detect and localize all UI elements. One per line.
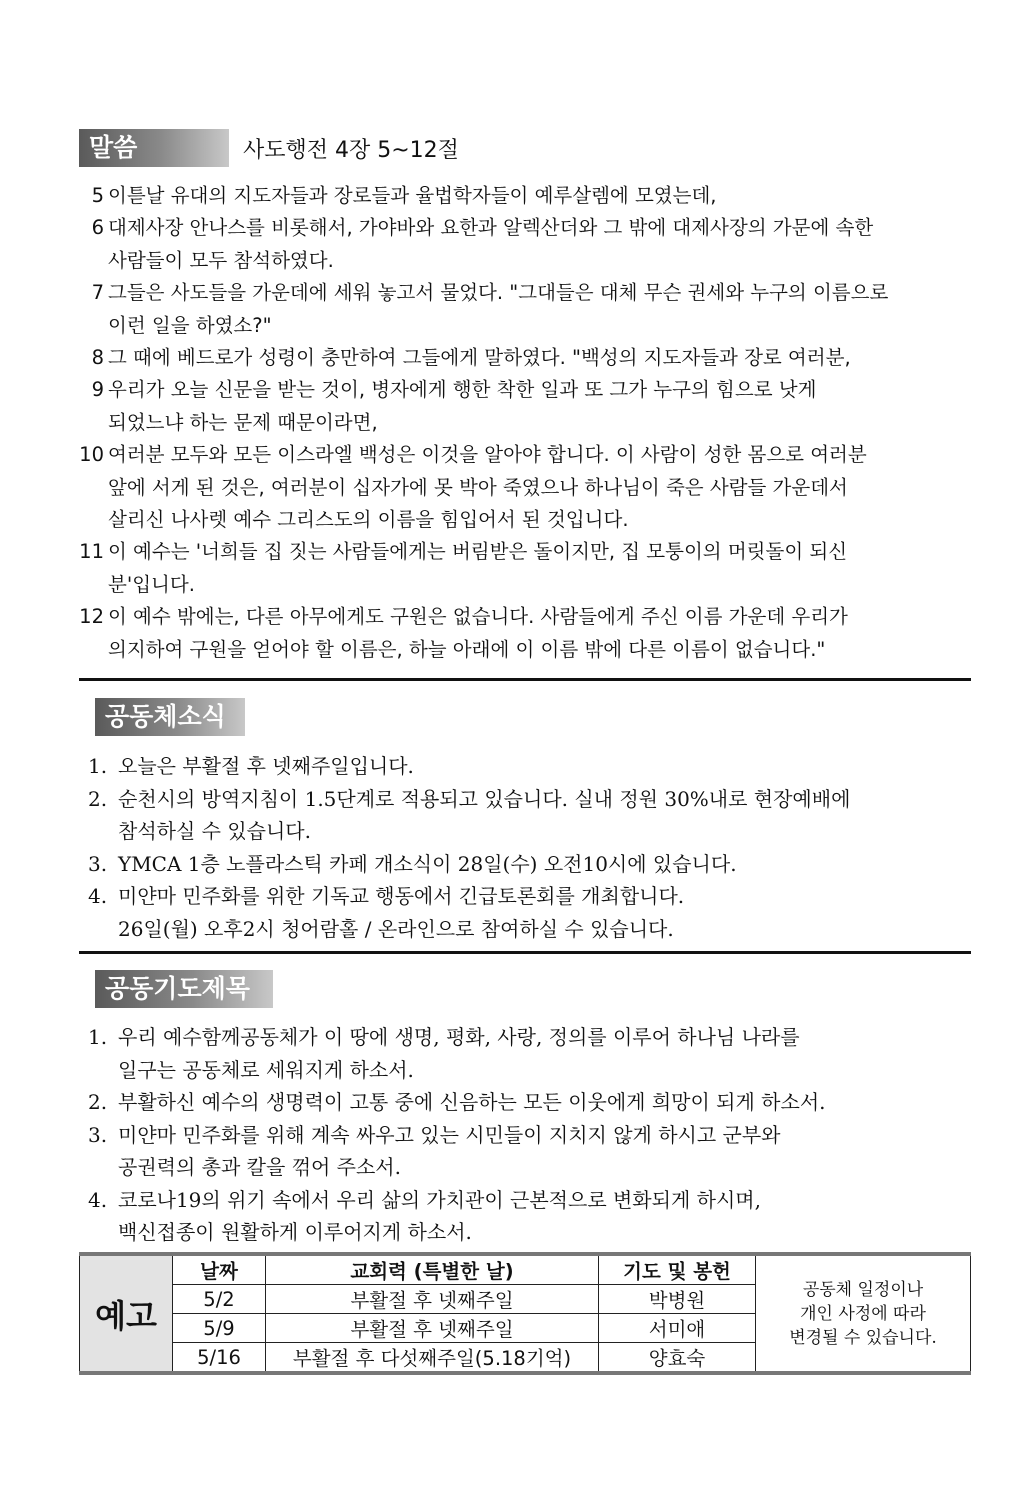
prayer-item-number (88, 1151, 118, 1184)
news-item (88, 913, 968, 946)
schedule-table (79, 1252, 971, 1375)
prayer-item-text: 우리 예수함께공동체가 이 땅에 생명, 평화, 사랑, 정의를 이루어 하나님 나라를 (118, 1025, 800, 1049)
news-label: 공동체소식 (95, 698, 245, 736)
header-calendar: 교회력 (특별한 날) (266, 1254, 599, 1285)
verse (70, 601, 970, 633)
prayer-item-text: 미얀마 민주화를 위해 계속 싸우고 있는 시민들이 지치지 않게 하시고 군부와 (118, 1122, 781, 1147)
verse-text: 그 때에 베드로가 성령이 충만하여 그들에게 말하였다. "백성의 지도자들과 장로 여러분, (108, 346, 851, 370)
row-date: 5/2 (173, 1285, 266, 1314)
prayer-item (88, 1119, 968, 1152)
verse-text: 여러분 모두와 모든 이스라엘 백성은 이것을 알아야 합니다. 이 사람이 성한 몸으로 여러분 (108, 443, 867, 467)
prayer-item (88, 1054, 968, 1087)
verse-number (70, 504, 108, 536)
verse (70, 245, 970, 277)
row-calendar: 부활절 후 넷째주일 (266, 1285, 599, 1314)
news-item-number (88, 815, 118, 848)
verse (70, 374, 970, 406)
verse-text: 살리신 나사렛 예수 그리스도의 이름을 힘입어서 된 것입니다. (108, 508, 629, 532)
prayer-item (88, 1021, 968, 1054)
news-item (88, 750, 968, 783)
scripture-header (79, 129, 459, 167)
news-item (88, 848, 968, 881)
row-date: 5/16 (173, 1343, 266, 1374)
divider (79, 678, 971, 681)
note-line: 개인 사정에 따라 (800, 1303, 926, 1324)
verse-number (70, 472, 108, 504)
verse-text: 의지하여 구원을 얻어야 할 이름은, 하늘 아래에 이 이름 밖에 다른 이름이 없습니다." (108, 637, 826, 661)
verse (70, 407, 970, 439)
news-item-text: 참석하실 수 있습니다. (118, 819, 311, 843)
row-date: 5/9 (173, 1314, 266, 1343)
prayer-list (88, 1021, 968, 1249)
prayer-item-number: 3. (88, 1122, 108, 1147)
news-item-text: 순천시의 방역지침이 1.5단계로 적용되고 있습니다. 실내 정원 30%내로 현장예배에 (118, 786, 851, 811)
verse-text: 이튿날 유대의 지도자들과 장로들과 율법학자들이 예루살렘에 모였는데, (108, 184, 717, 207)
verse-number: 12 (79, 605, 104, 629)
verse-text: 되었느냐 하는 문제 때문이라면, (108, 410, 378, 434)
prayer-item-text: 부활하신 예수의 생명력이 고통 중에 신음하는 모든 이웃에게 희망이 되게 하소서. (118, 1090, 826, 1114)
news-item (88, 815, 968, 848)
note-line: 공동체 일정이나 (802, 1279, 924, 1300)
verse-number: 11 (79, 540, 104, 564)
prayer-item (88, 1086, 968, 1119)
scripture-reference: 사도행전 4장 5~12절 (243, 137, 459, 163)
prayer-item-text: 공권력의 총과 칼을 꺾어 주소서. (118, 1155, 401, 1179)
news-header (95, 698, 245, 736)
row-prayer: 박병원 (599, 1285, 756, 1314)
prayer-item-text: 코로나19의 위기 속에서 우리 삶의 가치관이 근본적으로 변화되게 하시며, (118, 1187, 761, 1212)
row-prayer: 서미애 (599, 1314, 756, 1343)
news-item (88, 783, 968, 816)
news-item-text: YMCA 1층 노플라스틱 카페 개소식이 28일(수) 오전10시에 있습니다. (118, 851, 737, 876)
verse-number: 10 (79, 443, 104, 467)
verse-number (70, 407, 108, 439)
schedule-note (756, 1254, 971, 1373)
news-list (88, 750, 968, 945)
news-item (88, 880, 968, 913)
note-line: 변경될 수 있습니다. (789, 1327, 937, 1348)
verse (70, 310, 970, 342)
news-item-number: 4. (88, 884, 108, 908)
verse-text: 우리가 오늘 신문을 받는 것이, 병자에게 행한 착한 일과 또 그가 누구의 힘으로 낫게 (108, 378, 817, 402)
prayer-item (88, 1184, 968, 1217)
verse-number: 7 (91, 281, 104, 305)
verse-text: 분'입니다. (108, 572, 195, 596)
prayer-item-number: 1. (88, 1025, 108, 1049)
verse-text: 앞에 서게 된 것은, 여러분이 십자가에 못 박아 죽였으나 하나님이 죽은 사람들 가운데서 (108, 475, 848, 499)
prayer-header (95, 970, 273, 1008)
verse-number: 9 (91, 378, 104, 402)
prayer-item-text: 백신접종이 원활하게 이루어지게 하소서. (118, 1220, 472, 1244)
verse (70, 180, 970, 212)
verse-number (70, 569, 108, 601)
prayer-item-number: 4. (88, 1187, 108, 1212)
verse (70, 439, 970, 471)
header-prayer: 기도 및 봉헌 (599, 1254, 756, 1285)
verse-number: 8 (91, 346, 104, 370)
verse-number (70, 245, 108, 277)
scripture-label: 말씀 (79, 129, 229, 167)
prayer-item-number (88, 1054, 118, 1087)
divider (79, 951, 971, 954)
prayer-item-text: 일구는 공동체로 세워지게 하소서. (118, 1057, 414, 1082)
news-item-number: 3. (88, 851, 108, 876)
verse (70, 569, 970, 601)
news-item-number (88, 913, 118, 946)
row-calendar: 부활절 후 다섯째주일(5.18기억) (266, 1343, 599, 1374)
header-date: 날짜 (173, 1254, 266, 1285)
news-item-text: 26일(월) 오후2시 청어람홀 / 온라인으로 참여하실 수 있습니다. (118, 916, 674, 941)
verse-text: 이 예수 밖에는, 다른 아무에게도 구원은 없습니다. 사람들에게 주신 이름 가운데 우리가 (108, 605, 848, 629)
row-prayer: 양효숙 (599, 1343, 756, 1374)
prayer-item-number: 2. (88, 1090, 108, 1114)
schedule-label: 예고 (80, 1254, 173, 1373)
verse (70, 342, 970, 374)
prayer-label: 공동기도제목 (95, 970, 273, 1008)
prayer-item (88, 1216, 968, 1249)
verse-text: 이런 일을 하였소?" (108, 313, 272, 337)
scripture-verses (70, 180, 970, 666)
verse-text: 그들은 사도들을 가운데에 세워 놓고서 물었다. "그대들은 대체 무슨 권세와 누구의 이름으로 (108, 281, 889, 305)
verse (70, 472, 970, 504)
news-item-text: 오늘은 부활절 후 넷째주일입니다. (118, 754, 414, 778)
verse-number (70, 634, 108, 666)
verse-number (70, 310, 108, 342)
verse-number: 6 (91, 216, 104, 240)
news-item-number: 1. (88, 754, 108, 778)
prayer-item-number (88, 1216, 118, 1249)
verse-number: 5 (91, 184, 104, 207)
verse (70, 536, 970, 568)
row-calendar: 부활절 후 넷째주일 (266, 1314, 599, 1343)
news-item-number: 2. (88, 786, 108, 811)
verse (70, 634, 970, 666)
verse-text: 대제사장 안나스를 비롯해서, 가야바와 요한과 알렉산더와 그 밖에 대제사장의 가문에 속한 (108, 216, 874, 240)
verse (70, 212, 970, 244)
prayer-item (88, 1151, 968, 1184)
verse-text: 사람들이 모두 참석하였다. (108, 248, 334, 272)
verse (70, 277, 970, 309)
news-item-text: 미얀마 민주화를 위한 기독교 행동에서 긴급토론회를 개최합니다. (118, 884, 685, 908)
verse-text: 이 예수는 '너희들 집 짓는 사람들에게는 버림받은 돌이지만, 집 모퉁이의 머릿돌이 되신 (108, 540, 848, 564)
verse (70, 504, 970, 536)
